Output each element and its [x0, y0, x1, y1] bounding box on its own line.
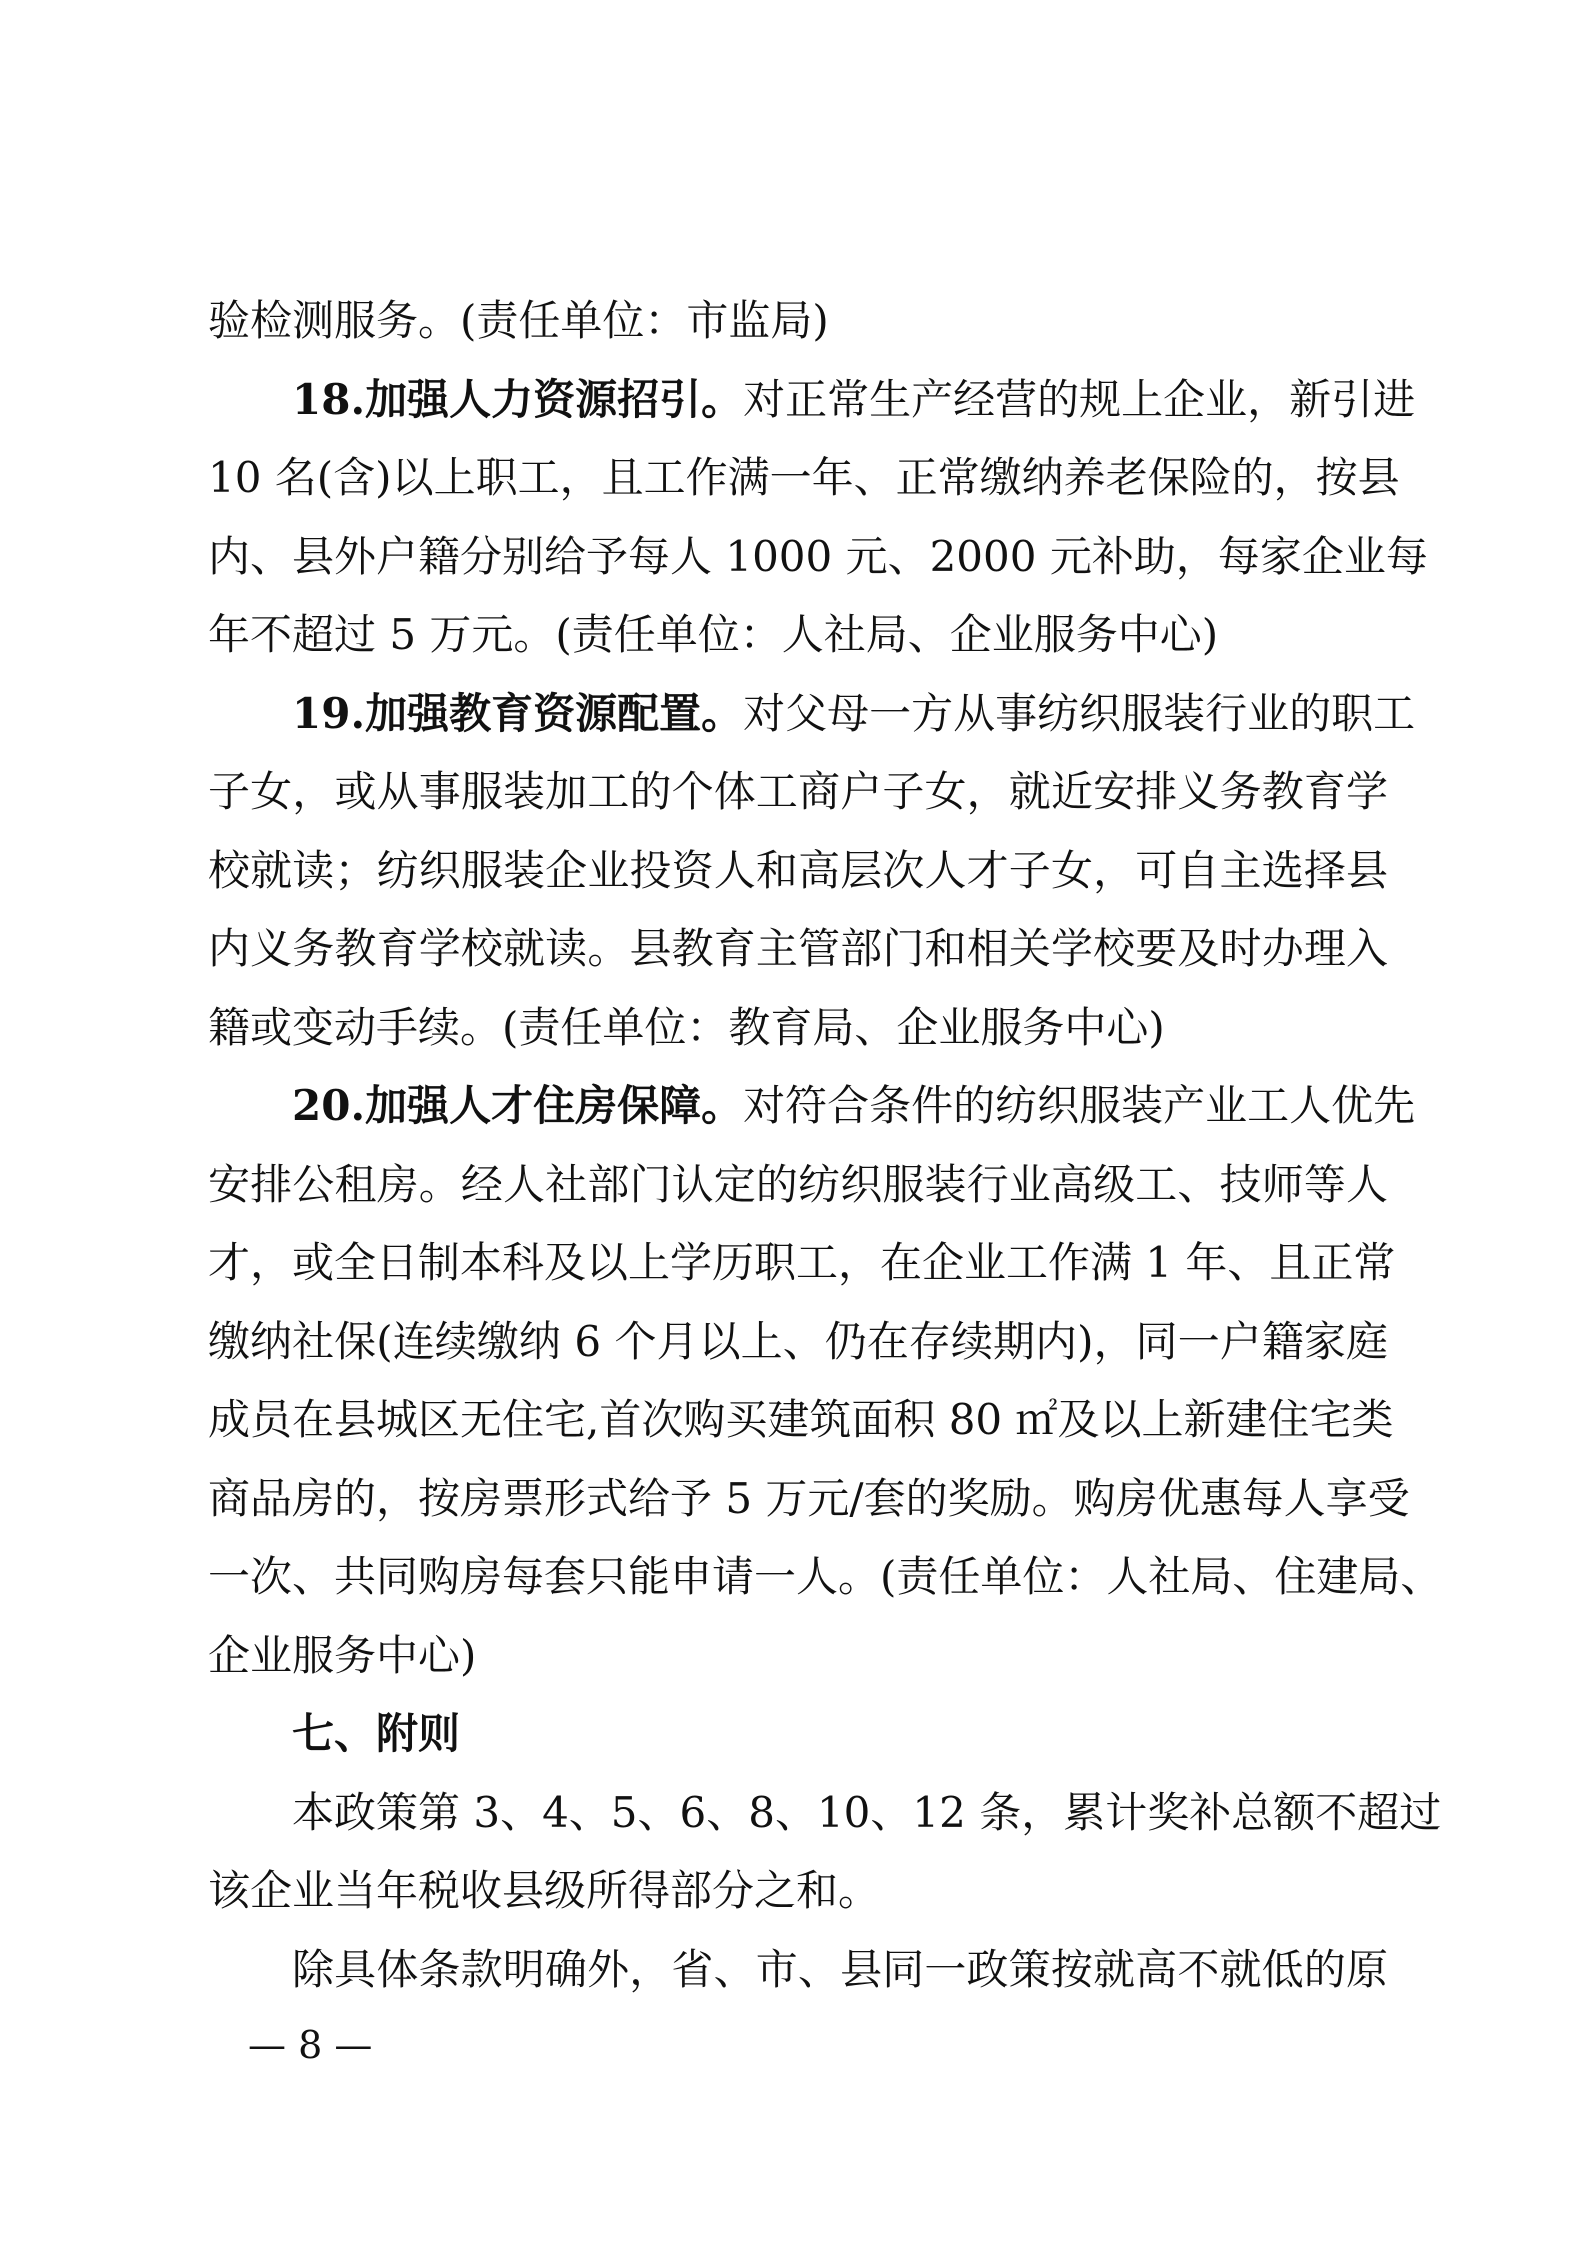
line-text: 对父母一方从事纺织服装行业的职工: [743, 688, 1416, 738]
line-text: 对正常生产经营的规上企业，新引进: [743, 374, 1416, 424]
line-text: 10 名(含)以上职工，且工作满一年、正常缴纳养老保险的，按县: [208, 453, 1400, 502]
text-line: [208, 1146, 1388, 1225]
text-line: [208, 753, 1388, 832]
text-line: [208, 596, 1388, 675]
text-line: [208, 1538, 1443, 1617]
section-title: 七、附则: [292, 1709, 461, 1758]
text-line: [208, 910, 1388, 989]
text-line: [208, 518, 1428, 597]
text-line: [208, 1303, 1388, 1382]
line-text: 除具体条款明确外，省、市、县同一政策按就高不就低的原: [292, 1944, 1388, 1994]
line-text: 成员在县城区无住宅,首次购买建筑面积 80 ㎡及以上新建住宅类: [208, 1395, 1394, 1444]
line-text: 子女，或从事服装加工的个体工商户子女，就近安排义务教育学: [208, 767, 1388, 816]
line-text: 对符合条件的纺织服装产业工人优先: [743, 1081, 1416, 1130]
line-text: 本政策第 3、4、5、6、8、10、12 条，累计奖补总额不超过: [292, 1787, 1442, 1837]
line-text: 籍或变动手续。(责任单位：教育局、企业服务中心): [208, 1002, 1165, 1052]
line-text: 该企业当年税收县级所得部分之和。: [208, 1866, 881, 1915]
text-line: [208, 439, 1400, 518]
line-text: 验检测服务。(责任单位：市监局): [208, 296, 829, 345]
line-text: 缴纳社保(连续缴纳 6 个月以上、仍在存续期内)，同一户籍家庭: [208, 1316, 1388, 1366]
text-line: [208, 1852, 1388, 1931]
document-body: [208, 282, 1443, 2009]
line-text: 商品房的，按房票形式给予 5 万元/套的奖励。购房优惠每人享受: [208, 1473, 1410, 1523]
clause-heading-line: [208, 361, 1416, 440]
text-line: [208, 1774, 1442, 1853]
section-heading: [208, 1695, 1388, 1774]
text-line: [208, 1617, 1388, 1696]
text-line: [208, 282, 1388, 361]
text-line: [208, 1931, 1388, 2010]
line-text: 一次、共同购房每套只能申请一人。(责任单位：人社局、住建局、: [208, 1552, 1443, 1601]
line-text: 企业服务中心): [208, 1630, 477, 1680]
text-line: [208, 1460, 1410, 1539]
clause-heading-line: [208, 1067, 1416, 1146]
clause-title: 19.加强教育资源配置。: [292, 688, 744, 738]
line-text: 安排公租房。经人社部门认定的纺织服装行业高级工、技师等人: [208, 1159, 1388, 1209]
page-number: — 8 —: [248, 2023, 373, 2067]
line-text: 校就读；纺织服装企业投资人和高层次人才子女，可自主选择县: [208, 845, 1388, 895]
text-line: [208, 832, 1388, 911]
line-text: 才，或全日制本科及以上学历职工，在企业工作满 1 年、且正常: [208, 1238, 1396, 1287]
line-text: 内、县外户籍分别给予每人 1000 元、2000 元补助，每家企业每: [208, 531, 1428, 581]
text-line: [208, 1381, 1394, 1460]
clause-title: 18.加强人力资源招引。: [292, 374, 744, 424]
line-text: 内义务教育学校就读。县教育主管部门和相关学校要及时办理入: [208, 924, 1388, 973]
text-line: [208, 989, 1388, 1068]
clause-title: 20.加强人才住房保障。: [292, 1081, 744, 1130]
text-line: [208, 1224, 1396, 1303]
line-text: 年不超过 5 万元。(责任单位：人社局、企业服务中心): [208, 610, 1219, 659]
clause-heading-line: [208, 675, 1416, 754]
